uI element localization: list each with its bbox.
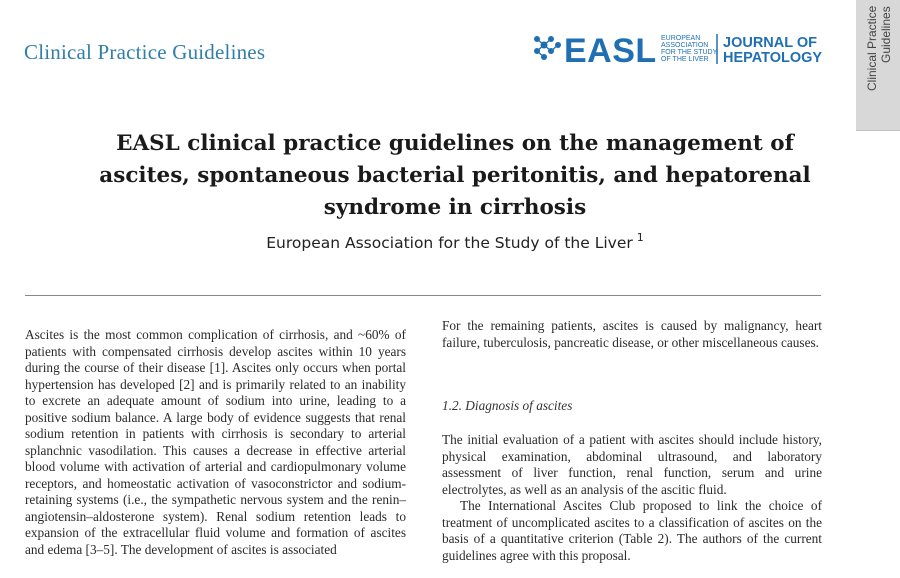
title-line-1: EASL clinical practice guidelines on the management of <box>116 131 794 156</box>
logo-org-line-3: FOR THE STUDY <box>661 49 718 56</box>
left-column-text: Ascites is the most common complication of cirrhosis, and ~60% of patients with compensated cirrhosis develop ascites within 10 years during the course of their disease [1]. Ascites only occurs when portal hypertension has developed [2] and is primarily related to an inability to excrete an adequate amount of sodium into urine, leading to a positive sodium balance. A large body of evidence suggests that renal sodium retention in patients with cirrhosis is secondary to arterial splanchnic vasodilation. This causes a decrease in effective arterial blood volume with activation of arterial and cardiopulmonary volume receptors, and homeostatic activation of vasoconstrictor and sodium-retaining systems (i.e., the sympathetic nervous system and the renin–angiotensin–aldosterone system). Renal sodium retention leads to expansion of the extracellular fluid volume and formation of ascites and edema [3–5]. The development of ascites is associated <box>25 327 406 557</box>
molecule-icon <box>534 36 561 60</box>
section-label: Clinical Practice Guidelines <box>24 40 266 64</box>
left-column <box>25 327 406 558</box>
logo-org-line-1: EUROPEAN <box>661 35 701 42</box>
section-subheading: 1.2. Diagnosis of ascites <box>442 398 573 413</box>
logo-org-line-2: ASSOCIATION <box>661 42 709 49</box>
article-title <box>60 128 850 224</box>
title-line-2: ascites, spontaneous bacterial peritonitis, and hepatorenal <box>99 163 811 188</box>
side-tab-text <box>865 6 893 124</box>
side-tab <box>856 0 900 131</box>
right-column-body <box>442 432 822 564</box>
right-paragraph-1: The initial evaluation of a patient with ascites should include history, physical examination, abdominal ultrasound, and laboratory assessment of liver function, renal function, serum and urine electrolytes, as well as an analysis of the ascitic fluid. <box>442 432 822 497</box>
side-tab-line-2: Guidelines <box>879 6 893 63</box>
right-column-top <box>442 318 822 351</box>
header-divider <box>25 295 821 296</box>
journal-line-2: HEPATOLOGY <box>723 50 823 66</box>
side-tab-line-1: Clinical Practice <box>865 6 879 92</box>
title-line-3: syndrome in cirrhosis <box>323 195 587 220</box>
journal-line-1: JOURNAL OF <box>723 35 817 51</box>
right-column-top-text: For the remaining patients, ascites is caused by malignancy, heart failure, tuberculosis, pancreatic disease, or other miscellaneous causes. <box>442 318 822 350</box>
author-name: European Association for the Study of the Liver <box>266 234 633 252</box>
logo-brand: EASL <box>564 32 657 70</box>
author-footnote-mark: 1 <box>636 231 644 244</box>
easl-journal-logo <box>533 31 825 71</box>
author-line <box>60 231 850 252</box>
logo-org-line-4: OF THE LIVER <box>661 56 709 63</box>
right-paragraph-2: The International Ascites Club proposed to link the choice of treatment of uncomplicated ascites to a classification of ascites on the basis of a quantitative criterion (Table 2). The authors of the current guidelines agree with this proposal. <box>442 498 822 563</box>
